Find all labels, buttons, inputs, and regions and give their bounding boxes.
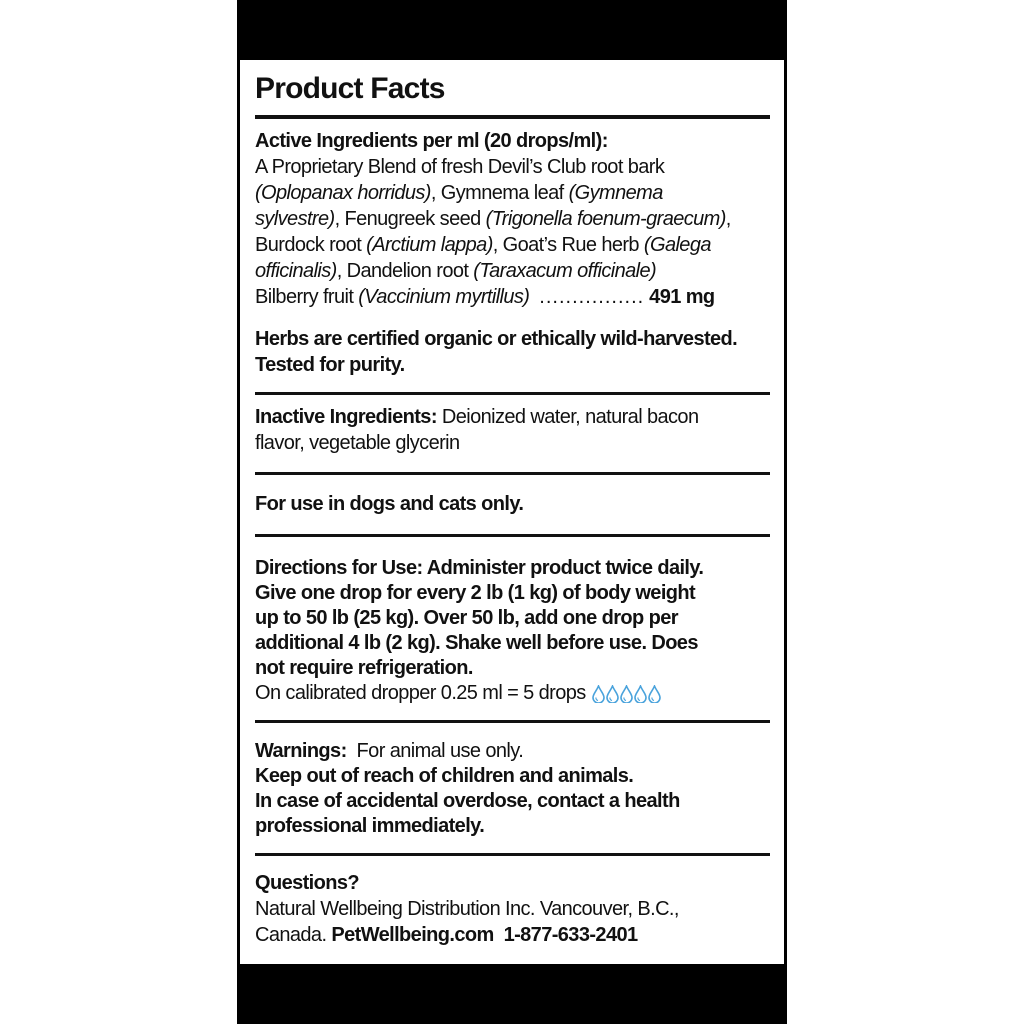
dropper-note: On calibrated dropper 0.25 ml = 5 drops	[255, 682, 586, 704]
water-drop-icon	[592, 685, 605, 703]
bottom-black-band	[237, 967, 787, 1024]
water-drop-icon	[634, 685, 647, 703]
divider	[255, 472, 770, 475]
ingredient-line: Burdock root (Arctium lappa), Goat’s Rue herb (Galega	[255, 234, 711, 256]
use-statement: For use in dogs and cats only.	[255, 493, 524, 515]
divider	[255, 853, 770, 856]
directions-section: Directions for Use: Administer product twice daily. Give one drop for every 2 lb (1 kg) of body weight up to 50 lb (25 kg). Over 50 lb, add one drop per additional 4 lb (2 kg). Shake well before use. Does not require refrigeration. On calibrated dropper 0.25 ml = 5 drops	[255, 557, 704, 704]
warnings-section: Warnings: For animal use only. Keep out of reach of children and animals. In case of accidental overdose, contact a health professional immediately.	[255, 740, 680, 837]
water-drop-icon	[620, 685, 633, 703]
drops-icons	[592, 685, 661, 703]
divider	[255, 534, 770, 537]
ingredient-line: sylvestre), Fenugreek seed (Trigonella foenum-graecum),	[255, 208, 731, 230]
water-drop-icon	[606, 685, 619, 703]
top-black-band	[237, 0, 787, 57]
water-drop-icon	[648, 685, 661, 703]
warnings-heading: Warnings:	[255, 740, 347, 762]
inactive-ingredients-section: Inactive Ingredients: Deionized water, natural bacon flavor, vegetable glycerin	[255, 406, 699, 454]
divider	[255, 720, 770, 723]
ingredient-line: (Oplopanax horridus), Gymnema leaf (Gymnema	[255, 182, 663, 204]
divider	[255, 115, 770, 119]
questions-section: Questions? Natural Wellbeing Distribution Inc. Vancouver, B.C., Canada. PetWellbeing.com 1-877-633-2401	[255, 870, 770, 948]
herbs-note: Herbs are certified organic or ethically wild-harvested. Tested for purity.	[255, 328, 738, 376]
ingredient-line: officinalis), Dandelion root (Taraxacum officinale)	[255, 260, 657, 282]
ingredient-line: A Proprietary Blend of fresh Devil’s Club root bark	[255, 156, 665, 178]
divider	[255, 392, 770, 395]
page-title: Product Facts	[255, 72, 445, 105]
amount-value: 491 mg	[649, 286, 715, 308]
contact-info: PetWellbeing.com 1-877-633-2401	[331, 924, 638, 946]
ingredient-amount-line: Bilberry fruit (Vaccinium myrtillus) ................ 491 mg	[255, 286, 715, 308]
active-ingredients-section	[255, 128, 770, 310]
active-ingredients-heading: Active Ingredients per ml (20 drops/ml):	[255, 130, 608, 152]
inactive-heading: Inactive Ingredients:	[255, 406, 437, 428]
questions-heading: Questions?	[255, 872, 360, 894]
